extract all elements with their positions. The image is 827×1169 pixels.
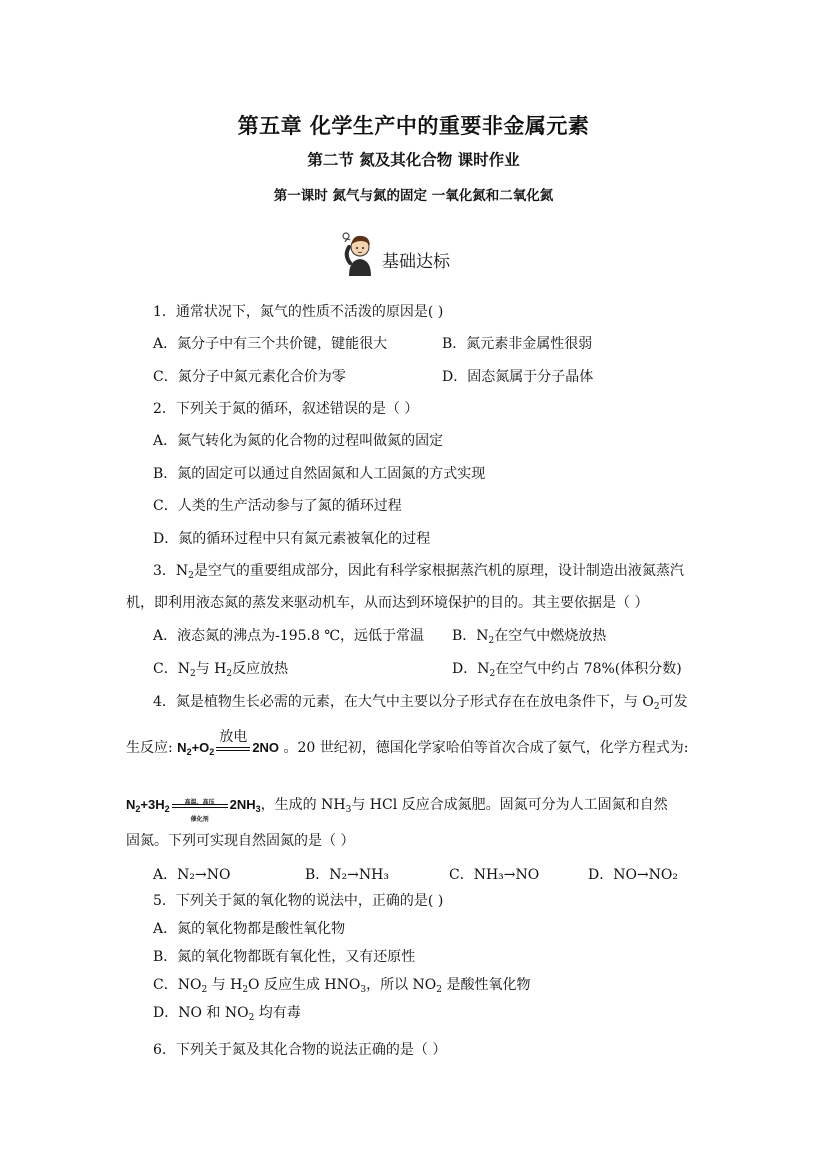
q1-option-d: D．固态氮属于分子晶体 xyxy=(442,369,594,385)
q5-option-a: A．氮的氧化物都是酸性氧化物 xyxy=(153,921,346,937)
q4-option-a: A．N₂→NO xyxy=(153,867,231,883)
lesson-title: 第一课时 氮气与氮的固定 一氧化氮和二氧化氮 xyxy=(273,188,554,204)
q4-stem-line1: 4．氮是植物生长必需的元素，在大气中主要以分子形式存在在放电条件下，与 $O_2$可发 xyxy=(153,694,688,712)
equation-haber-process: $N_2+3H_2$ 高温、高压 催化剂 $2NH_3$ xyxy=(126,797,261,823)
q2-option-d: D．氮的循环过程中只有氮元素被氧化的过程 xyxy=(153,531,431,547)
badge-label: 基础达标 xyxy=(382,252,450,272)
chapter-title: 第五章 化学生产中的重要非金属元素 xyxy=(237,113,590,138)
q3-option-c: C．$N_2$与 $H_2$反应放热 xyxy=(153,661,289,679)
q4-stem-line3: $N_2+3H_2$ 高温、高压 催化剂 $2NH_3$，生成的 $NH_3$与 HCl 反应合成氮肥。固氮可分为人工固氮和自然 xyxy=(126,797,668,823)
equation-nitrogen-oxygen: $N_2+O_2$ 放电 2NO xyxy=(177,728,280,757)
q4-stem-line2: 生反应: $N_2+O_2$ 放电 2NO 。20 世纪初，德国化学家哈伯等首次合成了氨气，化学方程式为: xyxy=(126,728,689,757)
q5-option-d: D．NO 和 $NO_2$ 均有毒 xyxy=(153,1005,301,1023)
q1-stem: 1．通常状况下，氮气的性质不活泼的原因是( ) xyxy=(153,304,444,320)
q5-option-c: C．$NO_2$ 与 $H_2O$ 反应生成 $HNO_3$，所以 $NO_2$ 是酸性氧化物 xyxy=(153,977,531,995)
q2-stem: 2．下列关于氮的循环，叙述错误的是（ ） xyxy=(153,401,419,417)
q1-option-b: B．氮元素非金属性很弱 xyxy=(442,336,593,352)
section-title: 第二节 氮及其化合物 课时作业 xyxy=(307,150,520,169)
q4-option-d: D．NO→NO₂ xyxy=(588,867,679,883)
q5-option-b: B．氮的氧化物都既有氧化性，又有还原性 xyxy=(153,949,416,965)
q1-option-a: A．氮分子中有三个共价键，键能很大 xyxy=(153,336,388,352)
q3-option-b: B．$N_2$在空气中燃烧放热 xyxy=(452,628,607,646)
q5-stem: 5．下列关于氮的氧化物的说法中，正确的是( ) xyxy=(153,893,444,909)
q4-stem-line4: 固氮。下列可实现自然固氮的是（ ） xyxy=(126,833,355,849)
q1-option-c: C．氮分子中氮元素化合价为零 xyxy=(153,369,346,385)
q6-stem: 6．下列关于氮及其化合物的说法正确的是（ ） xyxy=(153,1042,447,1058)
q3-option-a: A．液态氮的沸点为-195.8 ℃，远低于常温 xyxy=(153,628,425,644)
q4-option-b: B．N₂→NH₃ xyxy=(305,867,389,883)
q3-stem-line1: 3．$N_2$是空气的重要组成部分，因此有科学家根据蒸汽机的原理，设计制造出液氮蒸汽 xyxy=(153,563,684,581)
q2-option-b: B．氮的固定可以通过自然固氮和人工固氮的方式实现 xyxy=(153,466,486,482)
basic-level-badge xyxy=(340,228,450,276)
q3-stem-line2: 机，即利用液态氮的蒸发来驱动机车，从而达到环境保护的目的。其主要依据是（ ） xyxy=(126,595,649,611)
q3-option-d: D．$N_2$在空气中约占 78%(体积分数) xyxy=(452,661,682,679)
q4-option-c: C．NH₃→NO xyxy=(449,867,540,883)
q2-option-c: C．人类的生产活动参与了氮的循环过程 xyxy=(153,498,402,514)
thinking-boy-icon xyxy=(340,230,380,276)
q2-option-a: A．氮气转化为氮的化合物的过程叫做氮的固定 xyxy=(153,433,444,449)
